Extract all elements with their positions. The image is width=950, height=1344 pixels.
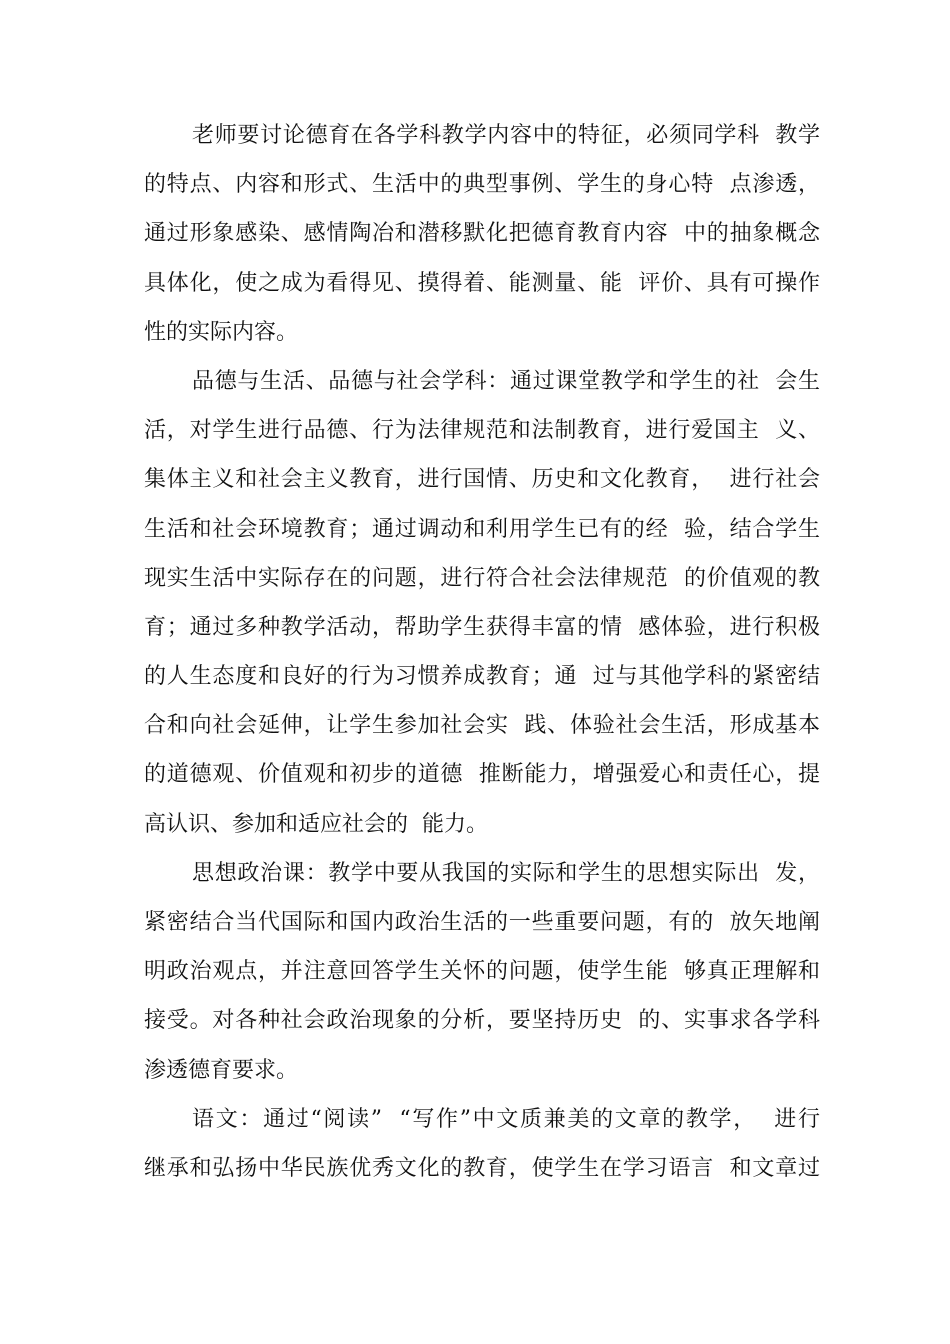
text-line: 老师要讨论德育在各学科教学内容中的特征，必须同学科 教学 — [192, 123, 820, 148]
text-line: 接受。对各种社会政治现象的分析，要坚持历史 的、实事求各学科 — [144, 1008, 820, 1034]
paragraph-chinese-language — [144, 1095, 820, 1193]
paragraph-morality-and-society — [144, 357, 820, 849]
text-line: 生活和社会环境教育；通过调动和利用学生已有的经 验，结合学生 — [144, 516, 820, 542]
text-line: 活，对学生进行品德、行为法律规范和法制教育，进行爱国主 义、 — [144, 418, 820, 444]
text-line: 合和向社会延伸，让学生参加社会实 践、体验社会生活，形成基本 — [144, 713, 820, 739]
text-line: 的道德观、价值观和初步的道德 推断能力，增强爱心和责任心，提 — [144, 762, 820, 788]
text-line: 语文：通过“阅读” “写作”中文质兼美的文章的教学， 进行 — [192, 1106, 820, 1132]
text-line: 继承和弘扬中华民族优秀文化的教育，使学生在学习语言 和文章过 — [144, 1155, 820, 1181]
text-line: 品德与生活、品德与社会学科：通过课堂教学和学生的社 会生 — [192, 368, 820, 394]
text-line: 现实生活中实际存在的问题，进行符合社会法律规范 的价值观的教 — [144, 565, 820, 591]
text-line: 具体化，使之成为看得见、摸得着、能测量、能 评价、具有可操作 — [144, 270, 820, 296]
document-body — [144, 111, 820, 1193]
text-line: 高认识、参加和适应社会的 能力。 — [144, 811, 488, 837]
text-line: 紧密结合当代国际和国内政治生活的一些重要问题，有的 放矢地阐 — [144, 910, 820, 935]
text-line: 明政治观点，并注意回答学生关怀的问题，使学生能 够真正理解和 — [144, 959, 820, 985]
paragraph-political-class — [144, 849, 820, 1095]
paragraph-teacher-moral-education — [144, 111, 820, 357]
text-line: 渗透德育要求。 — [144, 1057, 299, 1083]
text-line: 的特点、内容和形式、生活中的典型事例、学生的身心特 点渗透， — [144, 172, 820, 198]
text-line: 通过形象感染、感情陶冶和潜移默化把德育教育内容 中的抽象概念 — [144, 221, 820, 247]
text-line: 思想政治课：教学中要从我国的实际和学生的思想实际出 发， — [192, 860, 820, 886]
text-line: 的人生态度和良好的行为习惯养成教育；通 过与其他学科的紧密结 — [144, 664, 820, 690]
text-line: 性的实际内容。 — [144, 319, 299, 345]
text-line: 集体主义和社会主义教育，进行国情、历史和文化教育， 进行社会 — [144, 467, 820, 493]
text-line: 育；通过多种教学活动，帮助学生获得丰富的情 感体验，进行积极 — [144, 614, 820, 640]
